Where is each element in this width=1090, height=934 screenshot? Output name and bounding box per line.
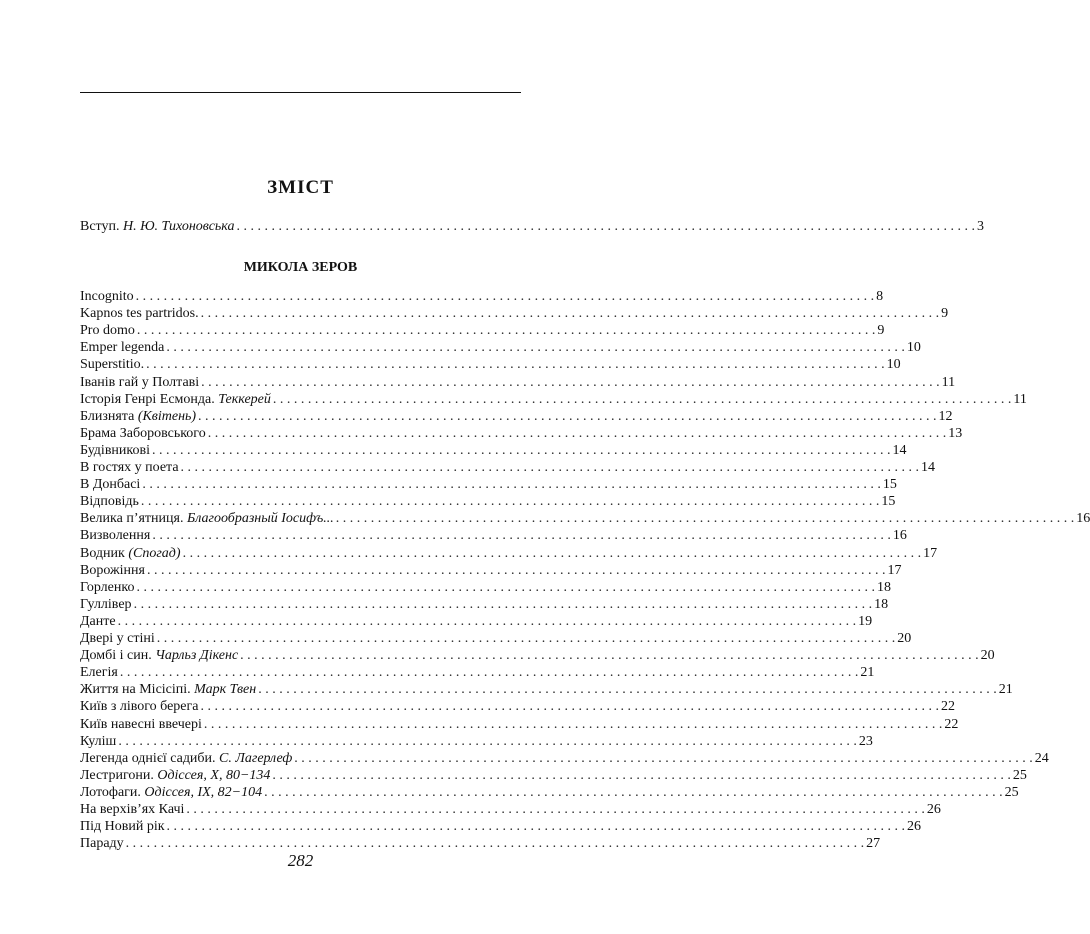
dot-leader xyxy=(336,510,1075,527)
toc-entry xyxy=(80,459,936,476)
toc-entry-title-text: Київ навесні ввечері xyxy=(80,716,202,732)
toc-entry xyxy=(80,596,889,613)
toc-entry xyxy=(80,716,959,733)
toc-entry-page: 14 xyxy=(921,460,936,475)
dot-leader xyxy=(126,835,865,852)
dot-leader xyxy=(152,442,891,459)
toc-entry-title xyxy=(80,835,124,852)
toc-entry-title-text: Іванів гай у Полтаві xyxy=(80,374,200,390)
toc-entry-page: 25 xyxy=(1004,784,1019,800)
dot-leader xyxy=(273,391,1012,408)
toc-entry-title-text: Брама Заборовського xyxy=(80,425,206,441)
dot-leader xyxy=(198,408,937,425)
toc-entry-page: 18 xyxy=(874,596,889,612)
toc-entry-title-italic: Благообразный Іосифъ... xyxy=(186,511,334,527)
toc-entry-page: 10 xyxy=(886,357,901,373)
dot-leader xyxy=(157,630,896,647)
toc-entry-title xyxy=(80,596,132,613)
toc-entry-title xyxy=(80,698,198,715)
toc-entry xyxy=(80,579,891,596)
toc-entry-page: 8 xyxy=(876,289,884,304)
toc-entry xyxy=(80,818,922,835)
toc-entry-page: 22 xyxy=(944,716,959,732)
toc-entry-title-text: Домбі і син. xyxy=(80,648,152,664)
section-title: МИКОЛА ЗЕРОВ xyxy=(243,260,358,275)
dot-leader xyxy=(294,750,1033,767)
dot-leader xyxy=(272,767,1011,784)
toc-entry-title-text: Будівникові xyxy=(80,442,151,458)
page-number: 282 xyxy=(287,851,314,870)
toc-entry-page: 15 xyxy=(882,477,897,493)
toc-entry xyxy=(80,322,885,339)
toc-entry-title xyxy=(80,408,196,425)
toc-entry-title-text: Kapnos tes partridos. xyxy=(80,306,199,322)
toc-entry-title-text: Данте xyxy=(80,613,116,629)
toc-entry-page: 17 xyxy=(923,545,938,561)
toc-entry-title xyxy=(80,579,134,596)
dot-leader xyxy=(120,664,859,681)
toc-entry-page: 22 xyxy=(940,699,955,715)
dot-leader xyxy=(201,305,940,322)
toc-entry-title-text: Легенда однієї садиби. xyxy=(80,750,216,766)
toc-entry xyxy=(80,391,1027,408)
toc-entry-title xyxy=(80,716,202,733)
toc-entry-title-text: Історія Генрі Есмонда. xyxy=(80,391,215,407)
dot-leader xyxy=(208,425,947,442)
toc-entry-page: 21 xyxy=(998,682,1013,698)
toc-intro-row xyxy=(80,218,984,235)
toc-entry-page: 9 xyxy=(941,306,949,322)
toc-entry-title xyxy=(80,510,334,527)
toc-entry-title-text: Водник xyxy=(80,545,125,561)
toc-entry xyxy=(80,698,955,715)
dot-leader xyxy=(201,374,940,391)
dot-leader xyxy=(152,527,891,544)
dot-leader xyxy=(136,288,875,305)
toc-entry-title xyxy=(80,613,116,630)
toc-entry xyxy=(80,425,963,442)
toc-entry-page: 17 xyxy=(887,562,902,578)
toc-entry xyxy=(80,750,1049,767)
toc-entry xyxy=(80,647,995,664)
toc-entry xyxy=(80,527,907,544)
toc-entry-title-italic: Теккерей xyxy=(218,391,271,407)
toc-entry-title-italic: (Спогад) xyxy=(128,545,181,561)
toc-entry-title-italic: С. Лагерлеф xyxy=(219,750,293,766)
toc-entry xyxy=(80,664,875,681)
dot-leader xyxy=(264,784,1003,801)
toc-entry-title-text: Визволення xyxy=(80,528,151,544)
toc-entry-page: 14 xyxy=(892,442,907,458)
toc-entry xyxy=(80,767,1027,784)
dot-leader xyxy=(134,596,873,613)
toc-entry xyxy=(80,493,896,510)
toc-entry-page: 26 xyxy=(926,802,941,817)
dot-leader xyxy=(181,459,920,476)
toc-entry-title-text: Superstitio. xyxy=(80,357,145,373)
toc-entry-title xyxy=(80,493,139,510)
toc-entry-title-text: Куліш xyxy=(80,733,117,749)
toc-entry xyxy=(80,305,949,322)
toc-entry-title xyxy=(80,767,270,784)
toc-entry-title xyxy=(80,374,199,391)
dot-leader xyxy=(141,493,880,510)
toc-entry-page: 20 xyxy=(980,648,995,664)
toc-entry xyxy=(80,630,912,647)
dot-leader xyxy=(137,322,876,339)
toc-entry-title-text: Відповідь xyxy=(80,494,139,510)
toc-entry-title xyxy=(80,288,134,305)
toc-entry-page: 13 xyxy=(948,425,963,441)
toc-entry-title-text: Велика п’ятниця. xyxy=(80,511,184,527)
toc-entry-title xyxy=(80,562,145,579)
toc-intro-label: Вступ. xyxy=(80,219,120,234)
dot-leader xyxy=(142,476,881,493)
toc-entry-title-italic: Чарльз Дікенс xyxy=(155,648,239,664)
toc-entry-page: 18 xyxy=(876,579,891,595)
toc-entry-page: 16 xyxy=(892,528,907,544)
toc-entry-page: 24 xyxy=(1034,750,1049,766)
toc-entry-title xyxy=(80,630,155,647)
toc-entry-page: 26 xyxy=(907,819,922,835)
toc-entry xyxy=(80,374,956,391)
toc-entry-title xyxy=(80,784,262,801)
toc-entry xyxy=(80,510,1090,527)
toc-entry-title-text: Emper legenda xyxy=(80,340,165,356)
toc-entry-page: 27 xyxy=(866,836,881,852)
toc-entry-title-text: Лестригони. xyxy=(80,767,154,783)
dot-leader xyxy=(147,562,886,579)
toc-entry-title xyxy=(80,459,179,476)
toc-entry-title-italic: Марк Твен xyxy=(194,682,257,698)
toc-intro-title xyxy=(80,218,235,235)
toc-entry xyxy=(80,408,953,425)
toc-entry-title xyxy=(80,681,256,698)
toc-entry-title-text: Лотофаги. xyxy=(80,784,141,800)
dot-leader xyxy=(183,545,922,562)
toc-entry-title xyxy=(80,647,238,664)
dot-leader xyxy=(146,356,885,373)
toc-entry-page: 25 xyxy=(1012,767,1027,783)
dot-leader xyxy=(166,339,905,356)
toc-entry-title-text: Incognito xyxy=(80,289,134,304)
toc-entry-title-text: Ворожіння xyxy=(80,562,145,578)
toc-intro-author: Н. Ю. Тихоновська xyxy=(122,219,235,234)
toc-entry-title-text: Pro domo xyxy=(80,323,135,339)
dot-leader xyxy=(118,613,857,630)
toc-entry xyxy=(80,442,907,459)
dot-leader xyxy=(167,818,906,835)
toc-entry-page: 19 xyxy=(858,613,873,629)
toc-entry xyxy=(80,613,873,630)
toc-entry-title-text: Близнята xyxy=(80,408,135,424)
toc-entry-title xyxy=(80,356,144,373)
header-rule xyxy=(80,92,521,93)
toc-entry-title-text: Двері у стіні xyxy=(80,631,155,646)
toc-entry xyxy=(80,784,1019,801)
toc-entry-title-text: Гуллівер xyxy=(80,596,132,612)
toc-entry xyxy=(80,339,921,356)
toc-entry-title xyxy=(80,527,150,544)
dot-leader xyxy=(258,681,997,698)
dot-leader xyxy=(240,647,979,664)
toc-entry-page: 10 xyxy=(906,340,921,356)
toc-entry-title xyxy=(80,442,150,459)
toc-entry-title-text: Під Новий рік xyxy=(80,819,165,835)
toc-entry-title xyxy=(80,545,181,562)
toc-entry-title xyxy=(80,801,184,818)
toc-entry xyxy=(80,288,884,305)
toc-entry-title xyxy=(80,750,292,767)
toc-intro-page: 3 xyxy=(977,219,984,234)
toc-entry-title-text: Життя на Місісіпі. xyxy=(80,682,191,698)
toc-entry-title-text: Горленко xyxy=(80,579,135,595)
toc-entry-page: 11 xyxy=(941,374,956,390)
toc-entry-title-text: Київ з лівого берега xyxy=(80,699,199,715)
toc-entry-title xyxy=(80,339,164,356)
toc-entry xyxy=(80,733,873,750)
toc-entry-title-text: Параду xyxy=(80,836,124,852)
toc-entry-title-italic: (Квітень) xyxy=(137,408,197,424)
toc-entry-title-italic: Одіссея, X, 80−134 xyxy=(157,767,271,783)
toc-entry-title xyxy=(80,733,116,750)
toc-entry xyxy=(80,801,941,818)
toc-entry-title xyxy=(80,476,140,493)
dot-leader xyxy=(200,698,939,715)
toc-entry xyxy=(80,545,938,562)
toc-entry xyxy=(80,562,902,579)
dot-leader xyxy=(118,733,857,750)
toc-entry-title xyxy=(80,322,135,339)
toc-entry-page: 21 xyxy=(860,665,875,681)
toc-entry xyxy=(80,681,1013,698)
toc-entry-title-text: В гостях у поета xyxy=(80,460,179,475)
toc-entry xyxy=(80,476,897,493)
toc-entry-title-text: На верхів’ях Качі xyxy=(80,802,185,817)
toc-entry-page: 15 xyxy=(881,494,896,510)
toc-entry xyxy=(80,835,881,852)
dot-leader xyxy=(237,218,976,235)
toc-entry-title xyxy=(80,425,206,442)
page-title: ЗМІСТ xyxy=(267,177,334,198)
toc-entry-page: 9 xyxy=(877,323,885,339)
toc-entry-title-text: В Донбасі xyxy=(80,477,141,493)
toc-entry-title xyxy=(80,818,165,835)
toc-entry-title-text: Елегія xyxy=(80,665,118,681)
toc-entry-page: 16 xyxy=(1076,511,1090,527)
toc-entry-title xyxy=(80,305,199,322)
toc-entry-page: 11 xyxy=(1013,391,1027,407)
dot-leader xyxy=(136,579,875,596)
toc-entry-page: 23 xyxy=(858,733,873,749)
toc-entry-title xyxy=(80,391,271,408)
dot-leader xyxy=(204,716,943,733)
toc-entry-page: 20 xyxy=(897,631,912,646)
toc-entry-title xyxy=(80,664,118,681)
toc-entry-page: 12 xyxy=(938,408,953,424)
dot-leader xyxy=(186,801,925,818)
toc-entry xyxy=(80,356,901,373)
toc-entry-title-italic: Одіссея, IX, 82−104 xyxy=(144,784,263,800)
